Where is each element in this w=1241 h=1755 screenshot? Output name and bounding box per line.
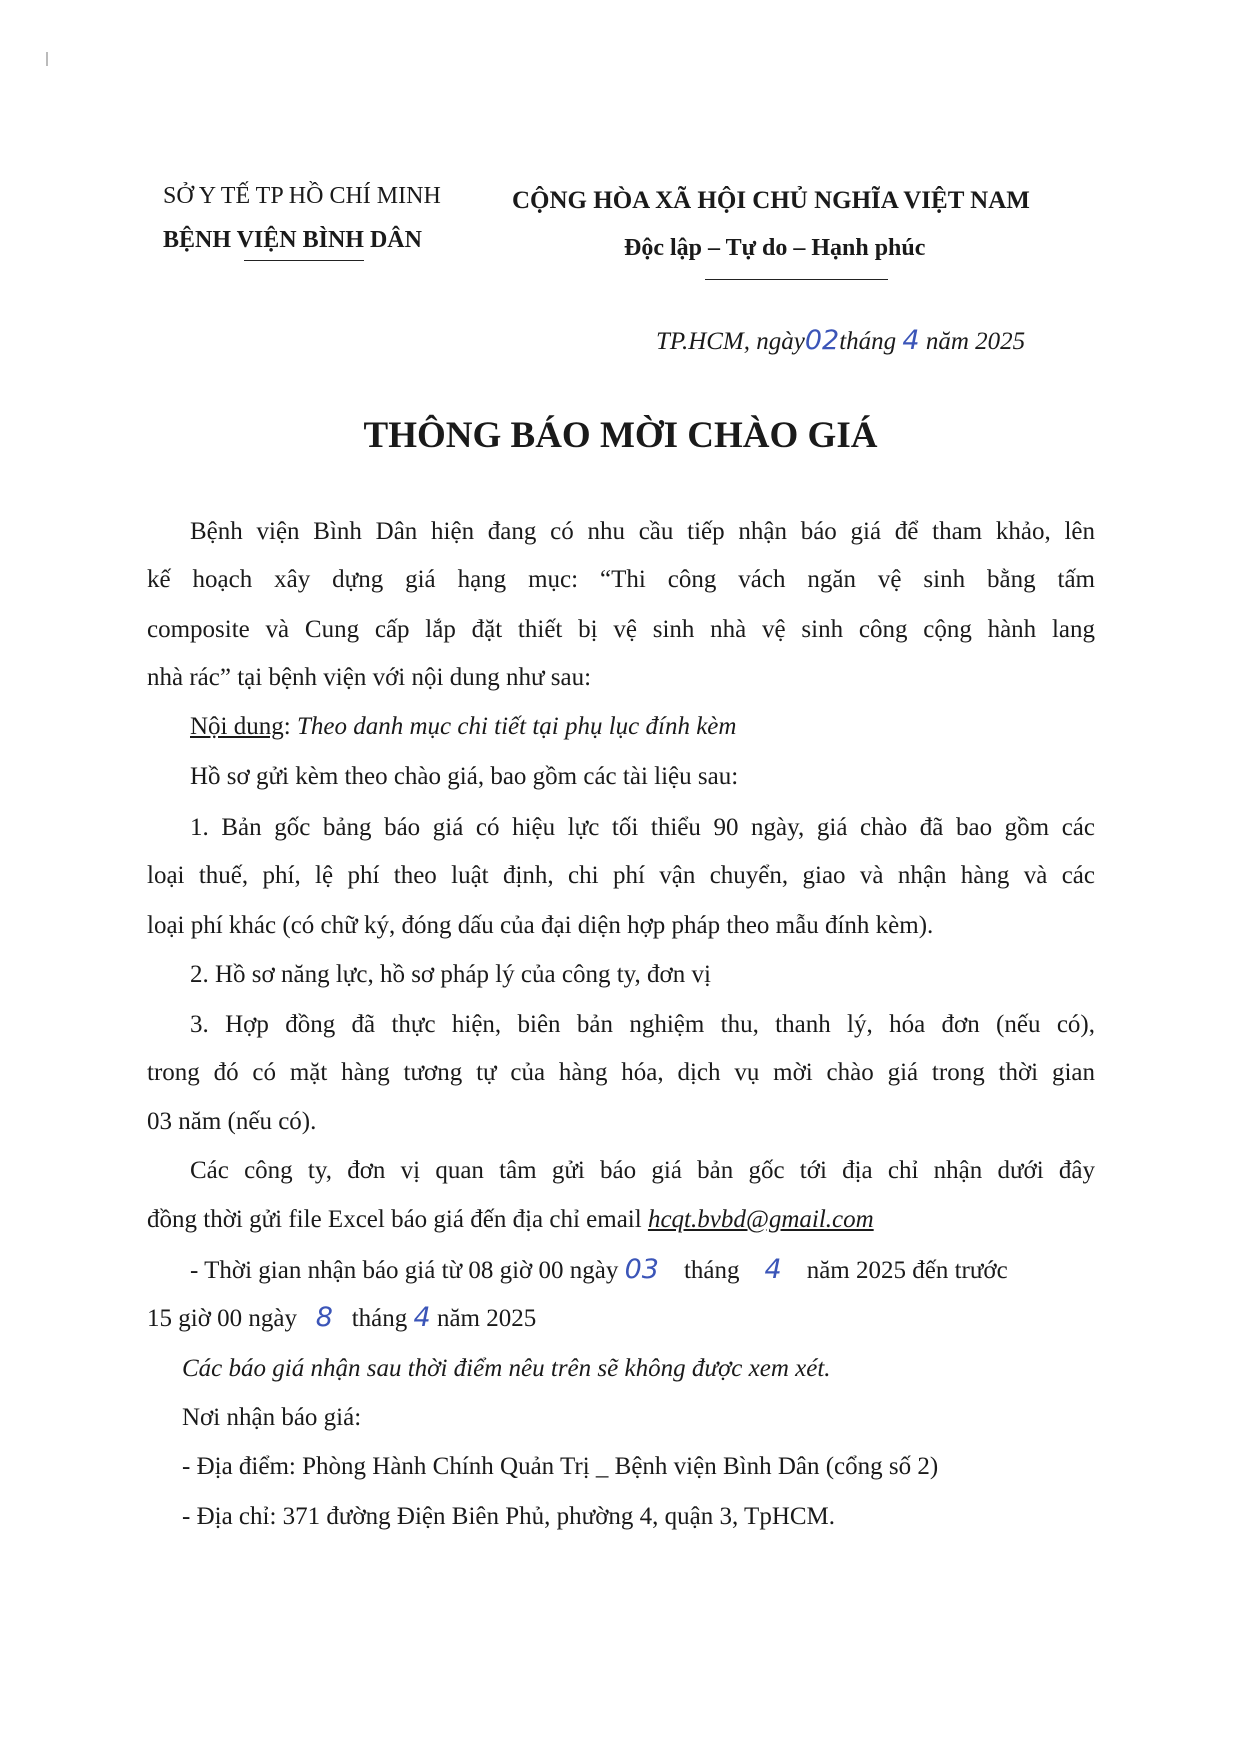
hospital-underline <box>244 260 364 261</box>
national-motto: Độc lập – Tự do – Hạnh phúc <box>624 235 926 261</box>
date-month: 4 <box>902 325 920 356</box>
motto-underline <box>705 279 888 280</box>
send-line-2-prefix: đồng thời gửi file Excel báo giá đến địa chỉ email <box>147 1206 642 1233</box>
send-line-1: Các công ty, đơn vị quan tâm gửi báo giá bản gốc tới địa chỉ nhận dưới đây <box>190 1157 1095 1184</box>
date-day: 02 <box>804 325 840 356</box>
intro-line-3: composite và Cung cấp lắp đặt thiết bị vệ sinh nhà vệ sinh công cộng hành lang <box>147 616 1095 643</box>
time-line-1 <box>190 1255 1008 1286</box>
item1-line-3: loại phí khác (có chữ ký, đóng dấu của đại diện hợp pháp theo mẫu đính kèm). <box>147 912 934 939</box>
time-line-2-prefix: 15 giờ 00 ngày <box>147 1305 298 1332</box>
location-line: - Địa điểm: Phòng Hành Chính Quản Trị _ Bệnh viện Bình Dân (cổng số 2) <box>182 1453 939 1480</box>
item3-line-2: trong đó có mặt hàng tương tự của hàng hóa, dịch vụ mời chào giá trong thời gian <box>147 1059 1095 1086</box>
time-end-month-label: tháng <box>351 1305 408 1332</box>
issue-date <box>656 326 1025 357</box>
time-end-year: năm 2025 <box>436 1305 537 1332</box>
contact-email[interactable]: hcqt.bvbd@gmail.com <box>647 1206 874 1233</box>
item3-line-3: 03 năm (nếu có). <box>147 1108 317 1135</box>
content-line <box>190 712 736 742</box>
item1-line-2: loại thuế, phí, lệ phí theo luật định, chi phí vận chuyển, giao và nhận hàng và các <box>147 862 1095 889</box>
intro-line-4: nhà rác” tại bệnh viện với nội dung như sau: <box>147 664 592 691</box>
document-title: THÔNG BÁO MỜI CHÀO GIÁ <box>363 415 878 456</box>
time-start-day: 03 <box>624 1254 659 1285</box>
time-line-2 <box>147 1303 536 1334</box>
department-name: SỞ Y TẾ TP HỒ CHÍ MINH <box>163 183 441 209</box>
time-end-month: 4 <box>413 1302 431 1333</box>
docs-intro: Hồ sơ gửi kèm theo chào giá, bao gồm các tài liệu sau: <box>190 763 739 790</box>
time-start-month: 4 <box>764 1254 782 1285</box>
date-prefix: TP.HCM, ngày <box>656 328 805 355</box>
national-title: CỘNG HÒA XÃ HỘI CHỦ NGHĨA VIỆT NAM <box>512 187 1030 214</box>
intro-line-2: kế hoạch xây dựng giá hạng mục: “Thi công vách ngăn vệ sinh bằng tấm <box>147 566 1095 593</box>
intro-line-1: Bệnh viện Bình Dân hiện đang có nhu cầu tiếp nhận báo giá để tham khảo, lên <box>190 518 1095 545</box>
time-month-label: tháng <box>683 1257 740 1284</box>
hospital-name: BỆNH VIỆN BÌNH DÂN <box>163 227 422 253</box>
address-line: - Địa chỉ: 371 đường Điện Biên Phủ, phường 4, quận 3, TpHCM. <box>182 1503 836 1530</box>
time-mid: năm 2025 đến trước <box>806 1257 1008 1284</box>
late-note: Các báo giá nhận sau thời điểm nêu trên sẽ không được xem xét. <box>182 1355 831 1382</box>
content-separator: : <box>283 713 297 740</box>
scan-mark <box>46 52 48 66</box>
place-intro: Nơi nhận báo giá: <box>182 1404 362 1431</box>
date-month-label: tháng <box>839 328 897 355</box>
item2-line: 2. Hồ sơ năng lực, hồ sơ pháp lý của công ty, đơn vị <box>190 961 711 988</box>
send-line-2 <box>147 1205 874 1235</box>
date-year: năm 2025 <box>925 328 1026 355</box>
time-end-day: 8 <box>315 1302 333 1333</box>
content-label: Nội dung <box>190 713 284 740</box>
item1-line-1: 1. Bản gốc bảng báo giá có hiệu lực tối thiểu 90 ngày, giá chào đã bao gồm các <box>190 814 1095 841</box>
time-prefix: - Thời gian nhận báo giá từ 08 giờ 00 ngày <box>190 1257 619 1284</box>
item3-line-1: 3. Hợp đồng đã thực hiện, biên bản nghiệm thu, thanh lý, hóa đơn (nếu có), <box>190 1011 1095 1038</box>
content-value: Theo danh mục chi tiết tại phụ lục đính kèm <box>296 713 737 740</box>
